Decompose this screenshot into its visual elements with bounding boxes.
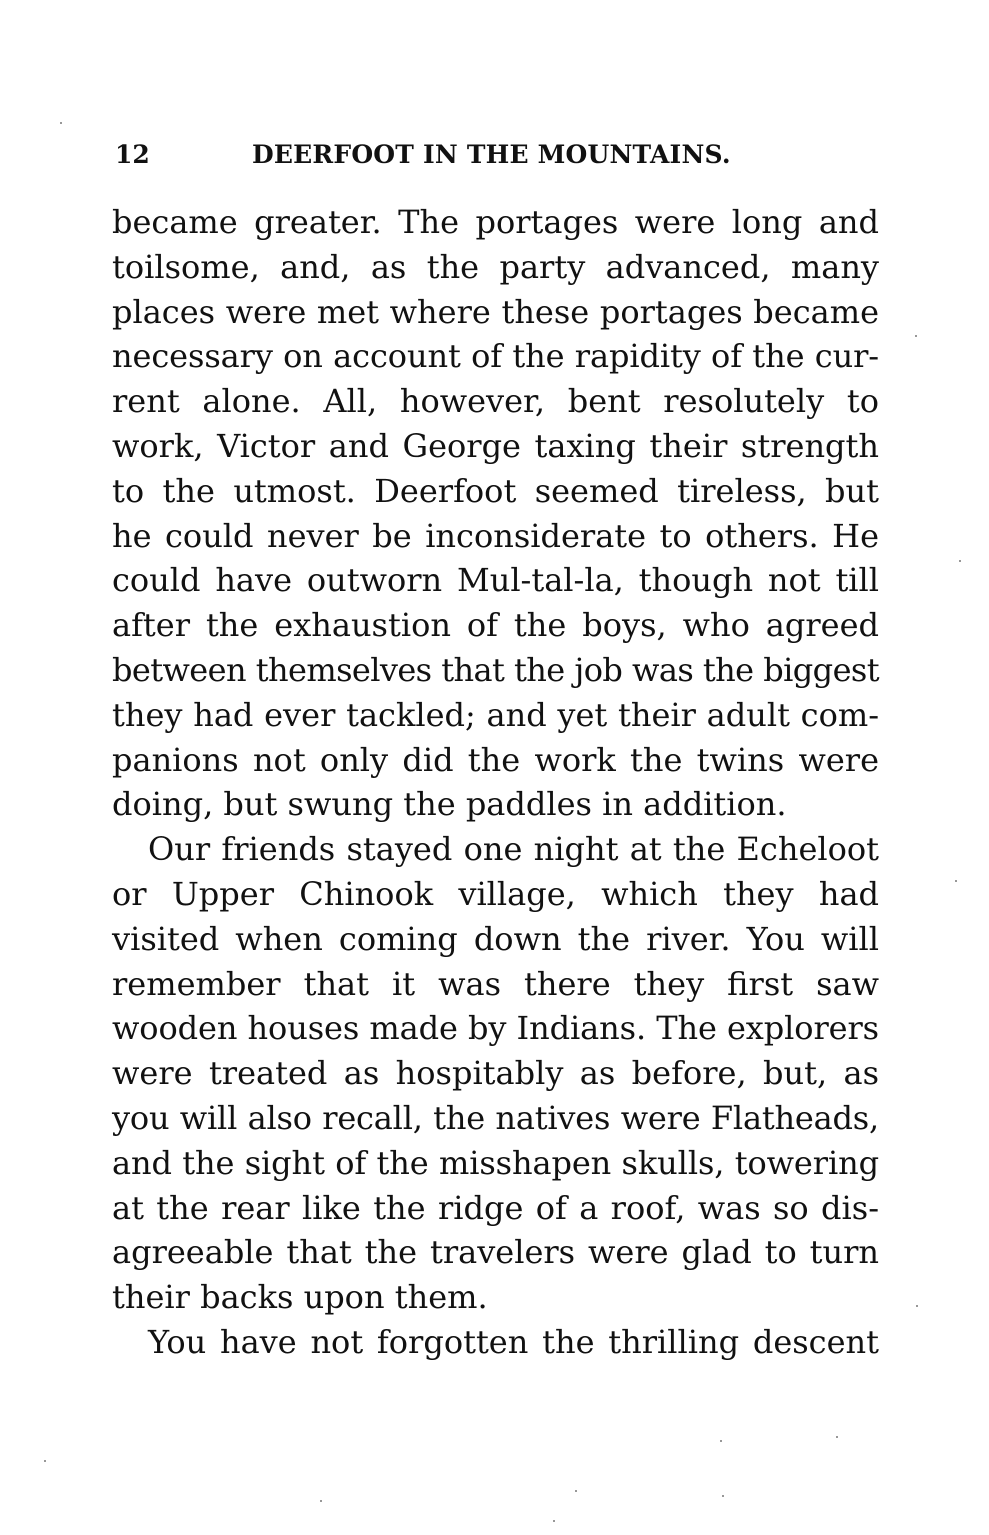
- scan-speck: [44, 1460, 46, 1462]
- paragraph: [112, 827, 879, 1320]
- running-head: [112, 140, 879, 180]
- text-line: Our friends stayed one night at the Echeloot: [148, 830, 879, 869]
- text-line: You have not forgotten the thrilling descent: [148, 1322, 879, 1361]
- text-line: after the exhaustion of the boys, who agreed: [112, 606, 879, 645]
- text-line: he could never be inconsiderate to others. He: [112, 516, 879, 555]
- text-line: places were met where these portages became: [112, 292, 879, 331]
- scan-speck: [720, 1440, 722, 1442]
- text-line: agreeable that the travelers were glad to turn: [112, 1233, 879, 1272]
- text-line: wooden houses made by Indians. The explorers: [112, 1009, 879, 1048]
- scan-speck: [320, 1500, 322, 1502]
- body-text: [112, 200, 879, 1365]
- text-line: their backs upon them.: [112, 1278, 488, 1317]
- page-number: 12: [115, 140, 150, 169]
- scan-speck: [60, 122, 62, 124]
- text-line: became greater. The portages were long and: [112, 203, 879, 241]
- text-line: panions not only did the work the twins were: [112, 740, 879, 779]
- text-line: visited when coming down the river. You will: [112, 919, 879, 958]
- text-line: at the rear like the ridge of a roof, was so dis-: [112, 1188, 879, 1227]
- text-line: rent alone. All, however, bent resolutely to: [112, 382, 879, 421]
- text-line: necessary on account of the rapidity of the cur-: [112, 337, 879, 376]
- paragraph: [112, 200, 879, 827]
- text-line: they had ever tackled; and yet their adult com-: [112, 695, 879, 734]
- text-line: remember that it was there they first saw: [112, 964, 879, 1003]
- text-line: you will also recall, the natives were Flatheads,: [112, 1098, 879, 1137]
- scan-speck: [916, 1305, 918, 1307]
- text-line: work, Victor and George taxing their strength: [112, 426, 879, 465]
- scan-speck: [836, 1436, 838, 1438]
- text-line: and the sight of the misshapen skulls, towering: [112, 1143, 879, 1182]
- scan-speck: [722, 1495, 724, 1497]
- paragraph: [112, 1320, 879, 1365]
- running-title: DEERFOOT IN THE MOUNTAINS.: [252, 140, 731, 169]
- text-line: toilsome, and, as the party advanced, many: [112, 247, 879, 286]
- text-line: to the utmost. Deerfoot seemed tireless, but: [112, 471, 879, 510]
- text-line: between themselves that the job was the biggest: [112, 650, 879, 689]
- scan-speck: [955, 880, 957, 882]
- scan-speck: [575, 1490, 577, 1492]
- scan-speck: [959, 560, 961, 562]
- scan-speck: [553, 1520, 555, 1522]
- text-line: were treated as hospitably as before, but, as: [112, 1054, 879, 1093]
- text-line: or Upper Chinook village, which they had: [112, 874, 879, 913]
- text-line: could have outworn Mul-tal-la, though not till: [112, 561, 879, 600]
- scan-speck: [915, 335, 917, 337]
- text-line: doing, but swung the paddles in addition.: [112, 785, 787, 824]
